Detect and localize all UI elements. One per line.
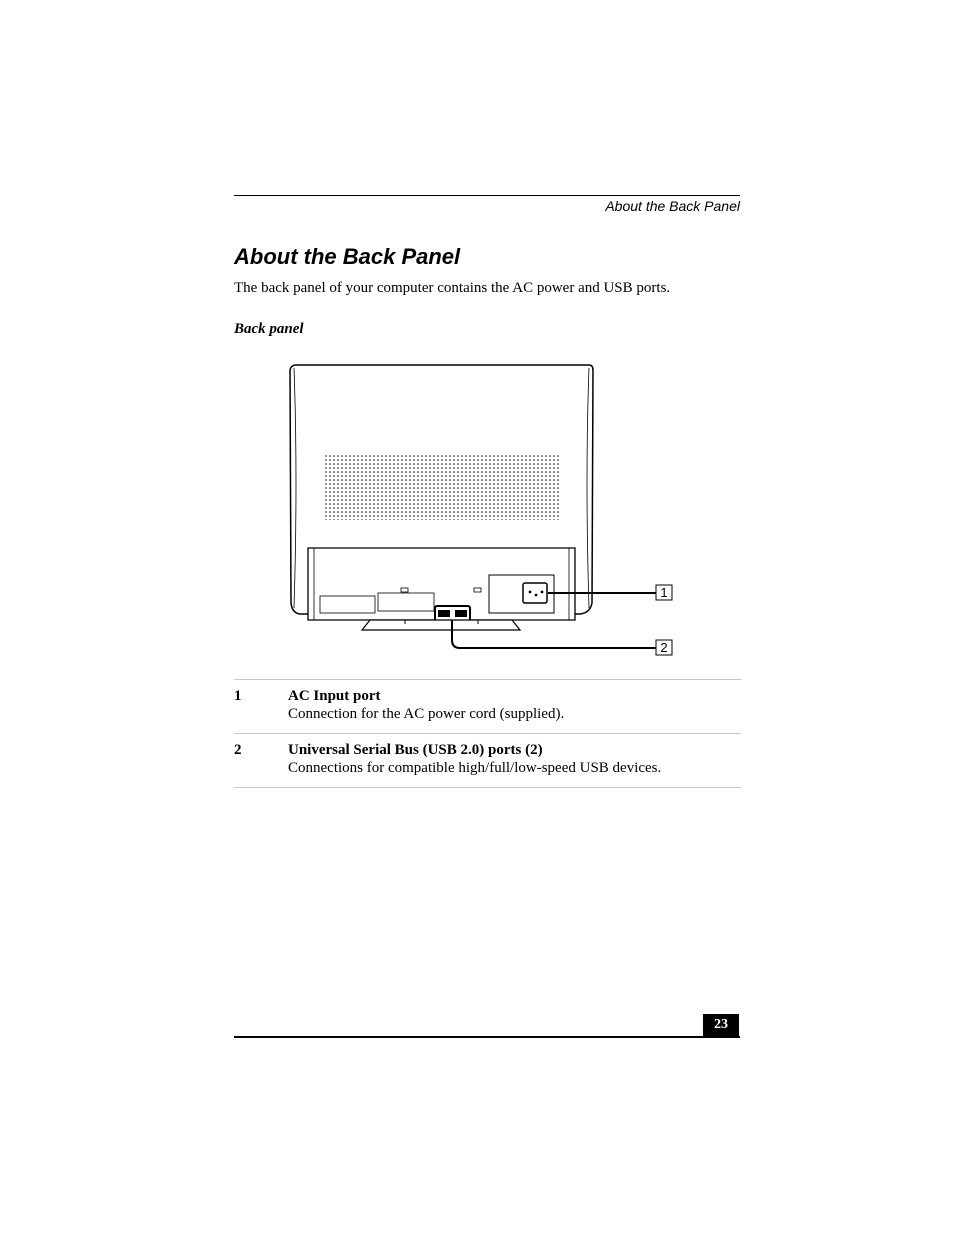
port-list bbox=[234, 679, 741, 788]
page-title: About the Back Panel bbox=[234, 244, 461, 269]
item-title: Universal Serial Bus (USB 2.0) ports (2) bbox=[288, 742, 543, 758]
item-description: Connections for compatible high/full/low-speed USB devices. bbox=[288, 760, 662, 776]
footer-rule bbox=[234, 1036, 740, 1038]
item-number: 1 bbox=[234, 688, 242, 704]
page-number: 23 bbox=[703, 1014, 739, 1037]
item-description: Connection for the AC power cord (supplied). bbox=[288, 706, 565, 722]
ac-inlet bbox=[523, 583, 547, 603]
running-head: About the Back Panel bbox=[605, 198, 740, 214]
header-rule bbox=[234, 195, 740, 196]
intro-paragraph: The back panel of your computer contains the AC power and USB ports. bbox=[234, 280, 671, 296]
callout-label-2: 2 bbox=[660, 640, 668, 655]
figure-caption: Back panel bbox=[234, 321, 304, 337]
back-panel-illustration bbox=[280, 358, 680, 658]
vent-grille bbox=[325, 454, 560, 520]
list-item bbox=[234, 734, 741, 788]
item-title: AC Input port bbox=[288, 688, 381, 704]
item-number: 2 bbox=[234, 742, 242, 758]
list-item bbox=[234, 680, 741, 734]
callout-label-1: 1 bbox=[660, 585, 668, 600]
stand bbox=[362, 620, 520, 630]
